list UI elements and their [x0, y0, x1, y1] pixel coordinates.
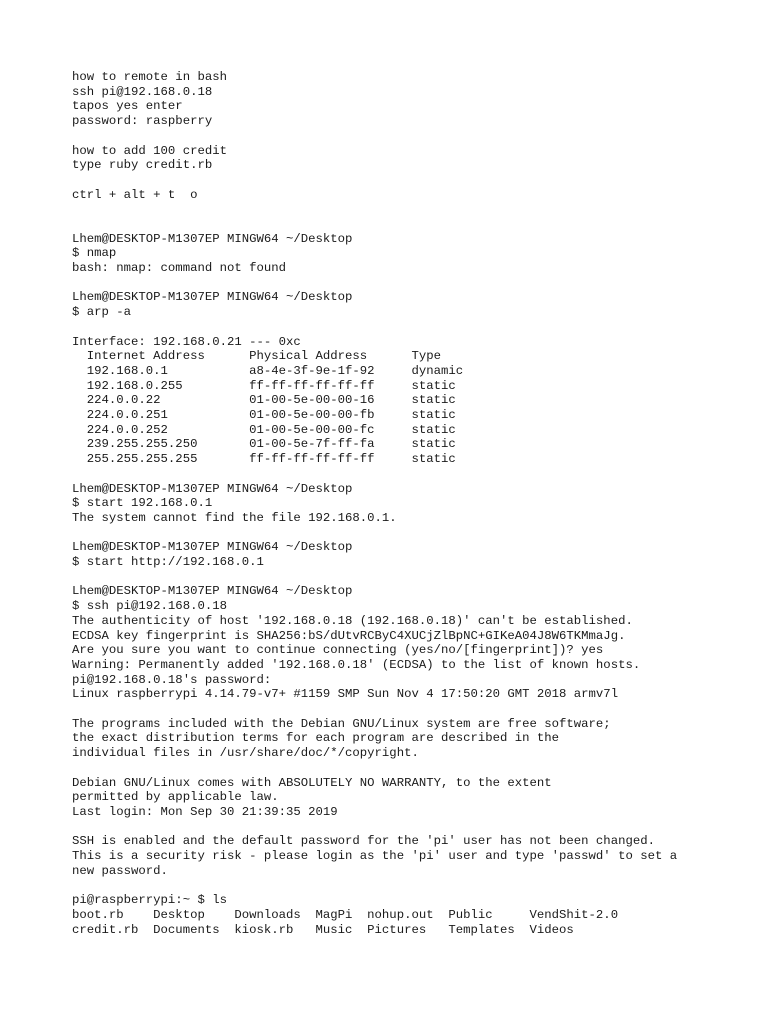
text-line [72, 202, 752, 217]
text-line: boot.rb Desktop Downloads MagPi nohup.out Public VendShit-2.0 [72, 907, 619, 922]
text-line: $ start http://192.168.0.1 [72, 555, 264, 570]
text-line [72, 320, 752, 335]
text-line: Debian GNU/Linux comes with ABSOLUTELY NO WARRANTY, to the extent [72, 775, 552, 790]
text-line: $ nmap [72, 246, 117, 261]
text-line [72, 761, 752, 776]
text-line: bash: nmap: command not found [72, 261, 287, 276]
text-line: 224.0.0.251 01-00-5e-00-00-fb static [72, 408, 456, 423]
text-line: $ start 192.168.0.1 [72, 496, 213, 511]
text-line [72, 570, 752, 585]
text-line: The authenticity of host '192.168.0.18 (192.168.0.18)' can't be established. [72, 613, 633, 628]
text-line: pi@raspberrypi:~ $ ls [72, 893, 227, 908]
text-line: permitted by applicable law. [72, 790, 279, 805]
text-line: individual files in /usr/share/doc/*/copyright. [72, 746, 419, 761]
text-line: Lhem@DESKTOP-M1307EP MINGW64 ~/Desktop [72, 290, 353, 305]
text-line: tapos yes enter [72, 99, 183, 114]
text-line: The programs included with the Debian GNU/Linux system are free software; [72, 716, 611, 731]
text-line [72, 467, 752, 482]
text-line: The system cannot find the file 192.168.0.1. [72, 510, 397, 525]
text-line [72, 878, 752, 893]
text-line: the exact distribution terms for each program are described in the [72, 731, 560, 746]
text-line [72, 217, 752, 232]
text-line: ssh pi@192.168.0.18 [72, 84, 213, 99]
text-line: This is a security risk - please login as the 'pi' user and type 'passwd' to set a [72, 849, 678, 864]
text-line [72, 276, 752, 291]
document-body [72, 70, 752, 937]
text-line [72, 702, 752, 717]
text-line: Lhem@DESKTOP-M1307EP MINGW64 ~/Desktop [72, 231, 353, 246]
text-line: ECDSA key fingerprint is SHA256:bS/dUtvRCByC4XUCjZlBpNC+GIKeA04J8W6TKMmaJg. [72, 628, 626, 643]
text-line: $ ssh pi@192.168.0.18 [72, 599, 227, 614]
text-line: Last login: Mon Sep 30 21:39:35 2019 [72, 804, 338, 819]
text-line: new password. [72, 863, 168, 878]
text-line: Linux raspberrypi 4.14.79-v7+ #1159 SMP Sun Nov 4 17:50:20 GMT 2018 armv7l [72, 687, 619, 702]
text-line [72, 820, 752, 835]
text-line: SSH is enabled and the default password for the 'pi' user has not been changed. [72, 834, 655, 849]
text-line: Lhem@DESKTOP-M1307EP MINGW64 ~/Desktop [72, 481, 353, 496]
text-line [72, 173, 752, 188]
text-line: Warning: Permanently added '192.168.0.18' (ECDSA) to the list of known hosts. [72, 657, 641, 672]
text-line: $ arp -a [72, 305, 132, 320]
text-line: Are you sure you want to continue connecting (yes/no/[fingerprint])? yes [72, 643, 604, 658]
text-line [72, 129, 752, 144]
text-line [72, 526, 752, 541]
text-line: Interface: 192.168.0.21 --- 0xc [72, 334, 301, 349]
text-line: credit.rb Documents kiosk.rb Music Pictures Templates Videos [72, 922, 574, 937]
text-line: pi@192.168.0.18's password: [72, 672, 272, 687]
text-line: how to remote in bash [72, 70, 227, 84]
text-line: ctrl + alt + t o [72, 187, 198, 202]
text-line: password: raspberry [72, 114, 213, 129]
text-line: Lhem@DESKTOP-M1307EP MINGW64 ~/Desktop [72, 584, 353, 599]
text-line: Lhem@DESKTOP-M1307EP MINGW64 ~/Desktop [72, 540, 353, 555]
text-line: Internet Address Physical Address Type [72, 349, 441, 364]
text-line: 255.255.255.255 ff-ff-ff-ff-ff-ff static [72, 452, 456, 467]
text-line: 192.168.0.255 ff-ff-ff-ff-ff-ff static [72, 378, 456, 393]
text-line: 224.0.0.22 01-00-5e-00-00-16 static [72, 393, 456, 408]
text-line: how to add 100 credit [72, 143, 227, 158]
text-line: type ruby credit.rb [72, 158, 213, 173]
text-line: 192.168.0.1 a8-4e-3f-9e-1f-92 dynamic [72, 363, 464, 378]
text-line: 224.0.0.252 01-00-5e-00-00-fc static [72, 422, 456, 437]
text-line: 239.255.255.250 01-00-5e-7f-ff-fa static [72, 437, 456, 452]
